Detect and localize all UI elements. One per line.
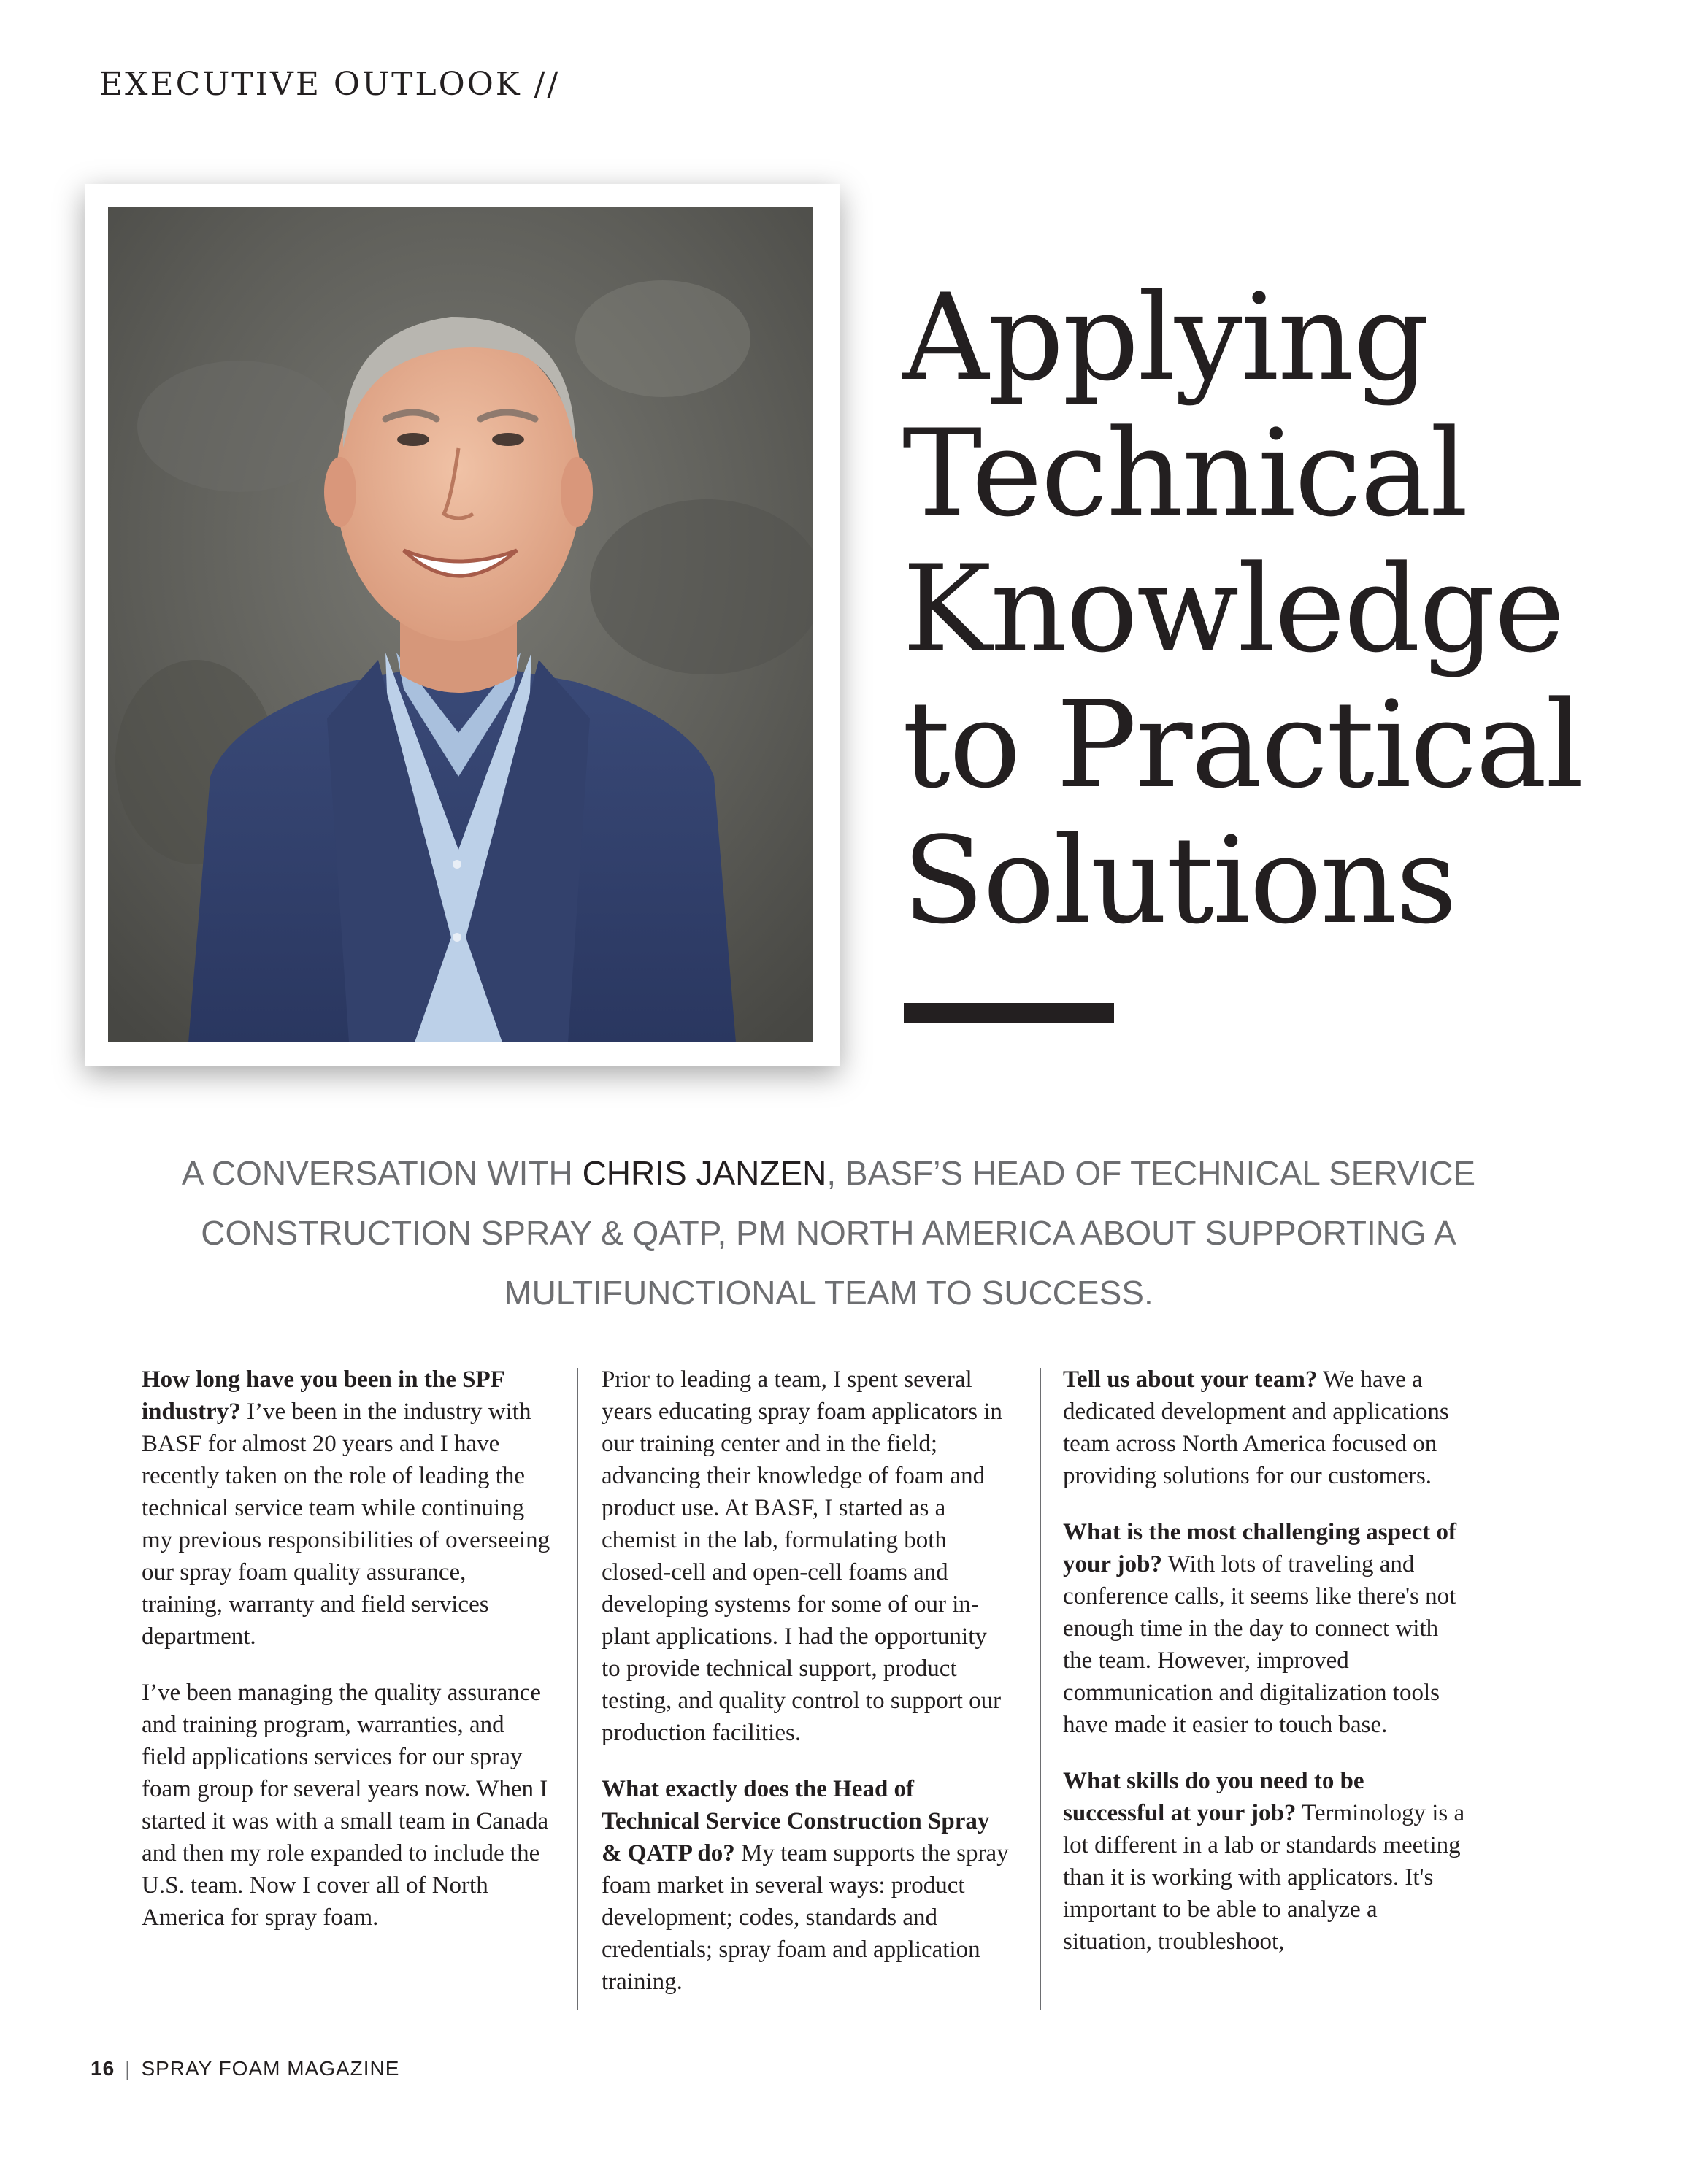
column-divider [1040,1368,1041,2010]
paragraph: Prior to leading a team, I spent several years educating spray foam applicators in our training center and in the field; advancing their knowledge of foam and product use. At BASF, I started as a chemist in the lab, formulating both closed-cell and open-cell foams and developing systems for some of our in-plant applications. I had the opportunity to provide technical support, product testing, and quality control to support our production facilities. [602,1366,1002,1746]
headline-line: Solutions [902,811,1456,950]
paragraph [1063,1516,1472,1741]
paragraph [1063,1364,1472,1492]
headline-line: Applying [902,268,1429,407]
paragraph [602,1773,1010,1998]
headline-line: Knowledge [902,539,1564,679]
subhead [117,1143,1540,1323]
headline-line: to Practical [902,675,1583,815]
subhead-prefix: A CONVERSATION WITH [181,1154,583,1192]
question: Tell us about your team? [1063,1366,1318,1393]
interviewee-name: CHRIS JANZEN [582,1154,827,1192]
answer: With lots of traveling and conference calls, it seems like there's not enough time in the day to connect with the team. However, improved communication and digitalization tools have made it easier to touch base. [1063,1551,1456,1738]
question: What skills do you need to be successful at your job? [1063,1768,1364,1826]
question: What exactly does the Head of Technical Service Construction Spray & QATP do? [602,1776,990,1866]
answer: Terminology is a lot different in a lab or standards meeting than it is working with applicators. It's important to be able to analyze a situation, troubleshoot, [1063,1800,1465,1955]
magazine-name: SPRAY FOAM MAGAZINE [141,2057,400,2080]
section-label: EXECUTIVE OUTLOOK // [99,66,561,103]
question: How long have you been in the SPF industry? [142,1366,504,1425]
paragraph [142,1364,550,1653]
portrait-photo [108,207,813,1042]
answer: We have a dedicated development and applications team across North America focused on providing solutions for our customers. [1063,1366,1449,1489]
article-column-2 [602,1364,1010,2022]
portrait-photo-frame [85,184,840,1066]
column-divider [577,1368,578,2010]
page-number: 16 [91,2057,115,2080]
headline [902,270,1632,949]
footer-separator: | [125,2057,131,2080]
paragraph [1063,1765,1472,1958]
headline-line: Technical [902,404,1467,543]
subhead-suffix: , BASF’S HEAD OF TECHNICAL SERVICE CONSTRUCTION SPRAY & QATP, PM NORTH AMERICA ABOUT SUPPORTING A MULTIFUNCTIONAL TEAM TO SUCCESS. [201,1154,1476,1312]
answer: My team supports the spray foam market in several ways: product development; codes, standards and credentials; spray foam and application training. [602,1840,1009,1995]
article-column-3 [1063,1364,1472,1982]
headline-rule [904,1003,1114,1023]
paragraph: I’ve been managing the quality assurance and training program, warranties, and field applications services for our spray foam group for several years now. When I started it was with a small team in Canada and then my role expanded to include the U.S. team. Now I cover all of North America for spray foam. [142,1680,549,1931]
answer: I’ve been in the industry with BASF for almost 20 years and I have recently taken on the role of leading the technical service team while continuing my previous responsibilities of overseeing our spray foam quality assurance, training, warranty and field services department. [142,1399,550,1650]
page-footer [91,2057,399,2080]
question: What is the most challenging aspect of your job? [1063,1519,1456,1577]
article-column-1 [142,1364,550,1958]
